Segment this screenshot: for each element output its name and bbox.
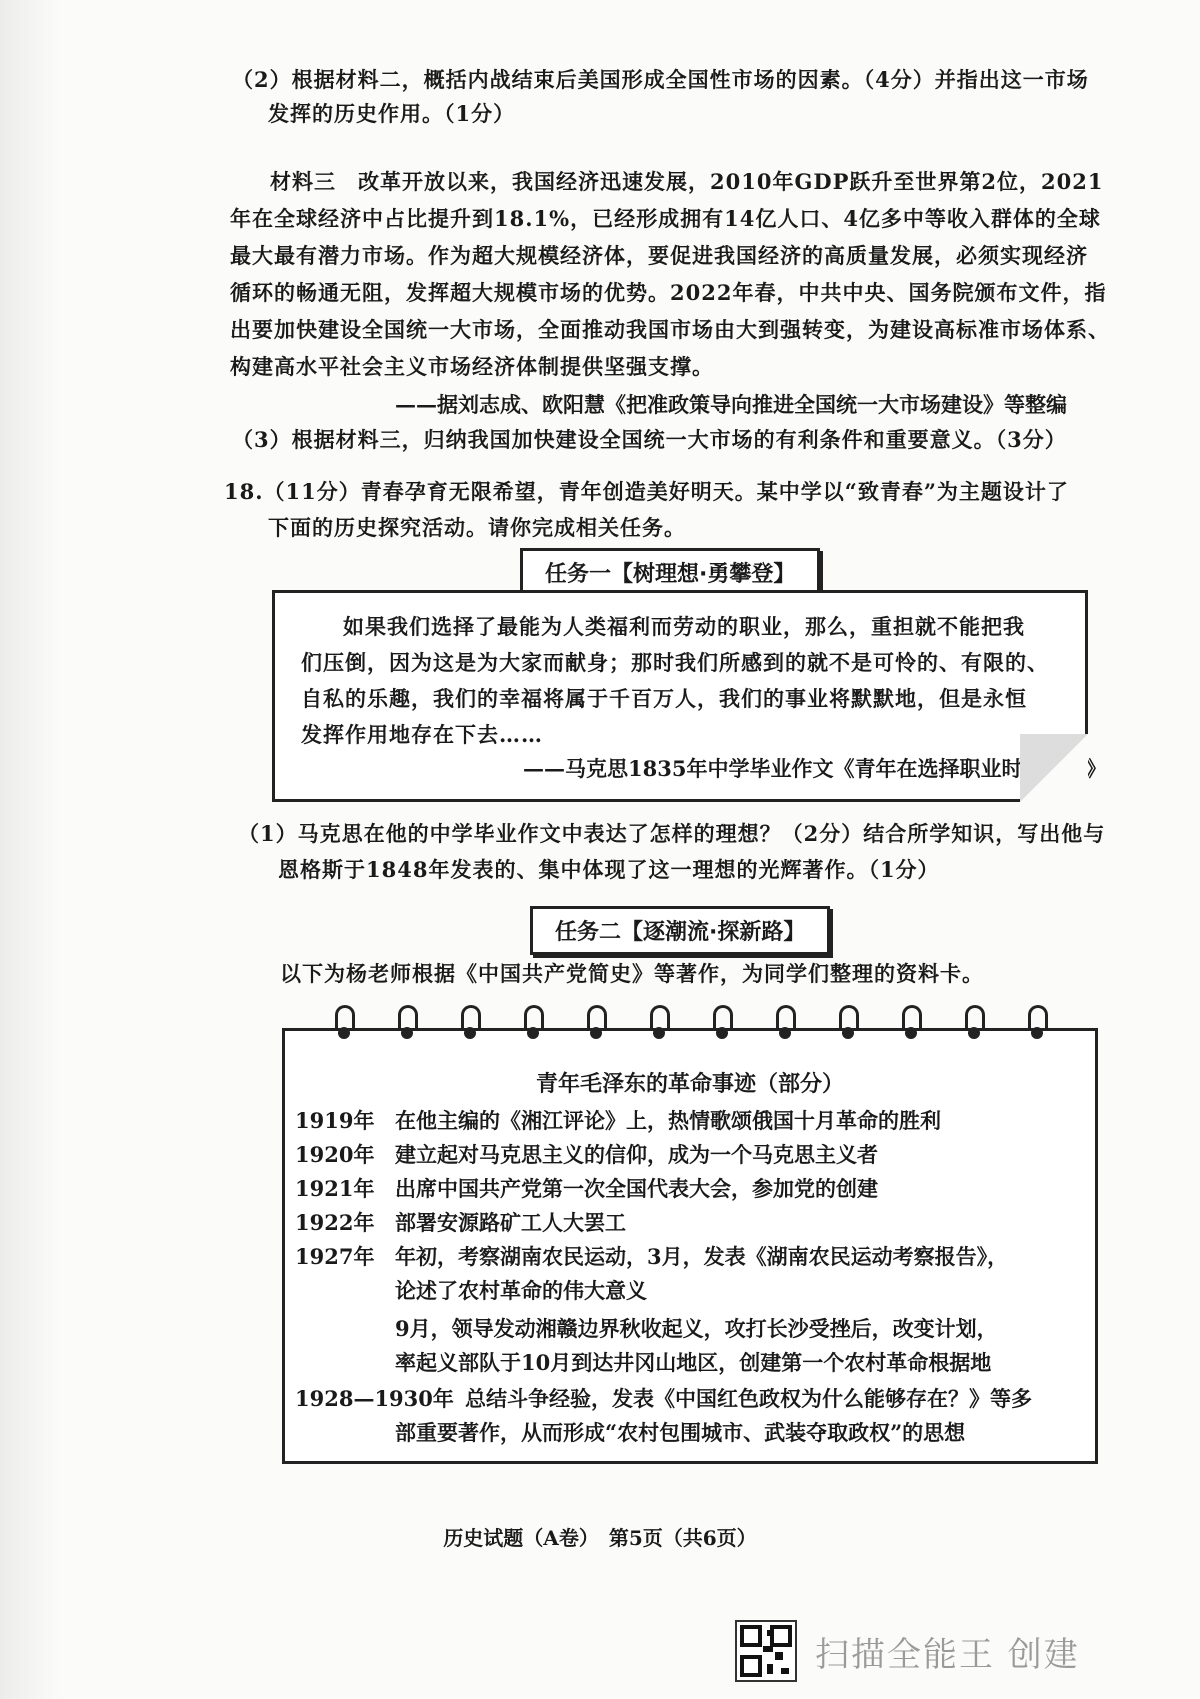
- spiral-ring-icon: [965, 1005, 983, 1041]
- event-year: 1928—1930年: [295, 1386, 454, 1411]
- q18-intro-line-2: 下面的历史探究活动。请你完成相关任务。: [268, 515, 686, 540]
- material3-line-1: 材料三 改革开放以来，我国经济迅速发展，2010年GDP跃升至世界第2位，2021: [270, 169, 1104, 194]
- event-year: 1919年: [295, 1108, 375, 1133]
- event-text: 总结斗争经验，发表《中国红色政权为什么能够存在？》等多: [465, 1386, 1032, 1411]
- watermark-text: 扫描全能王 创建: [815, 1634, 1080, 1675]
- task2-label: 任务二【逐潮流·探新路】: [530, 906, 830, 955]
- event-row: [295, 1313, 998, 1343]
- event-text: 建立起对马克思主义的信仰，成为一个马克思主义者: [395, 1142, 878, 1167]
- material3-source: ——据刘志成、欧阳慧《把准政策导向推进全国统一大市场建设》等整编: [395, 392, 1067, 417]
- page-footer: 历史试题（A卷） 第5页（共6页）: [443, 1526, 757, 1550]
- material3-line-2: 年在全球经济中占比提升到18.1%，已经形成拥有14亿人口、4亿多中等收入群体的全球: [230, 206, 1101, 231]
- q18-intro-line-1: 18.（11分）青春孕育无限希望，青年创造美好明天。某中学以“致青春”为主题设计了: [224, 479, 1069, 504]
- event-row: [295, 1105, 941, 1135]
- event-text: 部重要著作，从而形成“农村包围城市、武装夺取政权”的思想: [395, 1420, 966, 1445]
- spiral-ring-icon: [713, 1005, 731, 1041]
- spiral-ring-icon: [461, 1005, 479, 1041]
- event-year: 1927年: [295, 1244, 375, 1269]
- task1-quote-line-2: 们压倒，因为这是为大家而献身；那时我们所感到的就不是可怜的、有限的、: [301, 650, 1049, 675]
- event-text: 在他主编的《湘江评论》上，热情歌颂俄国十月革命的胜利: [395, 1108, 941, 1133]
- task1-question-line-2: 恩格斯于1848年发表的、集中体现了这一理想的光辉著作。（1分）: [278, 857, 940, 882]
- material3-line-6: 构建高水平社会主义市场经济体制提供坚强支撑。: [230, 354, 714, 379]
- spiral-ring-icon: [335, 1005, 353, 1041]
- spiral-ring-icon: [839, 1005, 857, 1041]
- card-title: 青年毛泽东的革命事迹（部分）: [535, 1071, 844, 1097]
- event-text: 部署安源路矿工人大罢工: [395, 1210, 626, 1235]
- event-row: [295, 1347, 991, 1377]
- material-card: [282, 1028, 1098, 1464]
- spiral-ring-icon: [1028, 1005, 1046, 1041]
- event-text: 论述了农村革命的伟大意义: [395, 1278, 647, 1303]
- task1-quote-box: [272, 590, 1107, 802]
- scan-shadow: [0, 0, 60, 1699]
- event-text: 率起义部队于10月到达井冈山地区，创建第一个农村革命根据地: [395, 1350, 992, 1375]
- event-year: 1922年: [295, 1210, 375, 1235]
- spiral-ring-icon: [902, 1005, 920, 1041]
- event-row: [295, 1275, 647, 1305]
- event-row: [295, 1383, 1032, 1413]
- spiral-ring-icon: [650, 1005, 668, 1041]
- task1-question-line-1: （1）马克思在他的中学毕业作文中表达了怎样的理想？（2分）结合所学知识，写出他与: [238, 821, 1106, 846]
- task2-intro: 以下为杨老师根据《中国共产党简史》等著作，为同学们整理的资料卡。: [280, 961, 984, 986]
- spiral-ring-icon: [398, 1005, 416, 1041]
- event-row: [295, 1207, 626, 1237]
- event-row: [295, 1139, 878, 1169]
- material3-line-3: 最大最有潜力市场。作为超大规模经济体，要促进我国经济的高质量发展，必须实现经济: [230, 243, 1088, 268]
- task1-quote-line-3: 自私的乐趣，我们的幸福将属于千百万人，我们的事业将默默地，但是永恒: [301, 686, 1027, 711]
- event-row: [295, 1417, 965, 1447]
- spiral-ring-icon: [524, 1005, 542, 1041]
- material3-line-4: 循环的畅通无阻，发挥超大规模市场的优势。2022年春，中共中央、国务院颁布文件，指: [230, 280, 1107, 305]
- event-text: 出席中国共产党第一次全国代表大会，参加党的创建: [395, 1176, 878, 1201]
- task1-label: 任务一【树理想·勇攀登】: [520, 548, 820, 597]
- event-text: 9月，领导发动湘赣边界秋收起义，攻打长沙受挫后，改变计划，: [395, 1316, 998, 1341]
- material3-line-5: 出要加快建设全国统一大市场，全面推动我国市场由大到强转变，为建设高标准市场体系、: [230, 317, 1110, 342]
- q17-part2-line-2: 发挥的历史作用。（1分）: [268, 101, 516, 126]
- task1-quote-source: ——马克思1835年中学毕业作文《青年在选择职业时的考虑》: [523, 756, 1107, 781]
- task1-quote-line-1: 如果我们选择了最能为人类福利而劳动的职业，那么，重担就不能把我: [343, 614, 1025, 639]
- event-text: 年初，考察湖南农民运动，3月，发表《湖南农民运动考察报告》，: [395, 1244, 1009, 1269]
- event-year: 1921年: [295, 1176, 375, 1201]
- task1-quote-line-4: 发挥作用地存在下去……: [301, 722, 543, 747]
- q17-part3: （3）根据材料三，归纳我国加快建设全国统一大市场的有利条件和重要意义。（3分）: [232, 427, 1067, 452]
- qr-code-icon: [735, 1620, 797, 1682]
- q17-part2-line-1: （2）根据材料二，概括内战结束后美国形成全国性市场的因素。（4分）并指出这一市场: [232, 67, 1089, 92]
- page-fold-corner: [1020, 734, 1088, 802]
- scanner-watermark: [735, 1620, 1080, 1682]
- event-row: [295, 1173, 878, 1203]
- spiral-ring-icon: [776, 1005, 794, 1041]
- event-row: [295, 1241, 1008, 1271]
- spiral-ring-icon: [587, 1005, 605, 1041]
- event-year: 1920年: [295, 1142, 375, 1167]
